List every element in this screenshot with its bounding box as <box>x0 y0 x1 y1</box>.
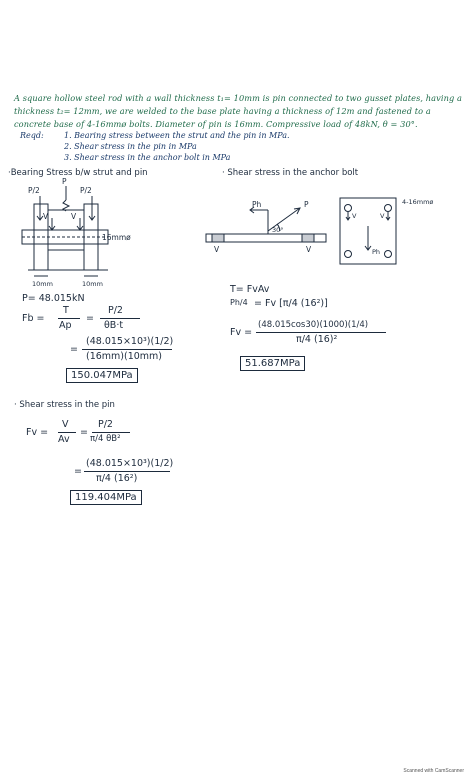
pin-den-1: π/4 θB² <box>90 434 121 444</box>
anchor-fv-denominator: π/4 (16)² <box>296 334 338 345</box>
problem-line-1: A square hollow steel rod with a wall thickness t₁= 10mm is pin connected to two gusset plates, having a <box>14 93 463 103</box>
problem-line-3: concrete base of 4-16mmø bolts. Diameter of pin is 16mm. Compressive load of 48kN, θ = 30°. <box>14 119 418 129</box>
anchor-bolt-answer: 51.687MPa <box>240 356 305 371</box>
pin-p2-numerator: P/2 <box>98 419 113 430</box>
base-plate-figure <box>340 198 400 268</box>
fig-dim-right: 10mm <box>82 280 103 288</box>
problem-line-2: thickness t₂= 12mm, we are welded to the base plate having a thickness of 12m and fastened to a <box>14 106 431 116</box>
anchor-fv-numerator: (48.015cos30)(1000)(1/4) <box>258 320 369 330</box>
fig-v-left-label: V <box>43 212 49 221</box>
fig-pin-diameter-label: 16mmø <box>102 233 131 242</box>
pin-fv-lhs: Fv = <box>26 427 49 438</box>
fraction-line <box>58 432 76 433</box>
fig-p-label: P <box>304 200 309 209</box>
fb-substitution-numerator: (48.015×10³)(1/2) <box>86 336 174 347</box>
fraction-line <box>84 471 170 472</box>
fraction-line <box>58 318 80 319</box>
fig-v-top-right: V <box>380 212 385 220</box>
fig-v-left-label: V <box>214 245 220 254</box>
bearing-stress-answer: 150.047MPa <box>66 368 138 383</box>
fraction-line <box>256 332 386 333</box>
fig-v-right-label: V <box>71 212 77 221</box>
fig-ph-bottom: Ph <box>372 248 381 256</box>
inclined-load-figure <box>206 196 336 266</box>
pin-sub-numerator: (48.015×10³)(1/2) <box>86 458 174 469</box>
equals-sign: = <box>74 466 82 477</box>
anchor-fv-lhs: Fv = <box>230 327 253 338</box>
fig-p-top-label: P <box>62 177 67 186</box>
required-label: Reqd: <box>20 131 44 140</box>
bearing-stress-header: ·Bearing Stress b/w strut and pin <box>8 168 148 178</box>
anchor-eq-2: = Fv [π/4 (16²)] <box>254 298 328 309</box>
anchor-eq-1: T= FvAv <box>230 284 270 295</box>
required-item-2: 2. Shear stress in the pin in MPa <box>64 142 197 151</box>
pin-v-numerator: V <box>62 419 69 430</box>
fig-bolts-label: 4-16mmø <box>402 198 434 206</box>
pin-sub-denominator: π/4 (16²) <box>96 473 138 484</box>
fb-t-numerator: T <box>63 305 69 316</box>
anchor-bolt-header: · Shear stress in the anchor bolt <box>222 168 359 178</box>
fb-ap-denominator: Ap <box>59 320 72 331</box>
fig-angle-label: 30° <box>272 226 284 234</box>
anchor-ph4: Ph/4 <box>230 298 248 307</box>
fig-dim-left: 10mm <box>32 280 53 288</box>
fig-p2-right-label: P/2 <box>80 186 92 195</box>
fb-lhs: Fb = <box>22 313 45 324</box>
equals-sign: = <box>80 427 88 438</box>
fraction-line <box>82 349 172 350</box>
fraction-line <box>100 318 140 319</box>
fig-v-right-label: V <box>306 245 312 254</box>
fraction-line <box>92 432 130 433</box>
required-item-1: 1. Bearing stress between the strut and the pin in MPa. <box>64 131 290 140</box>
fb-p2-numerator: P/2 <box>108 305 123 316</box>
required-item-3: 3. Shear stress in the anchor bolt in MPa <box>64 153 231 162</box>
equals-sign: = <box>86 313 94 324</box>
p-value: P= 48.015kN <box>22 293 85 304</box>
fig-v-top-left: V <box>352 212 357 220</box>
fb-theta-denominator: θB·t <box>104 320 124 331</box>
pin-shear-answer: 119.404MPa <box>70 490 142 505</box>
fig-ph-label: Ph <box>252 200 262 209</box>
pin-shear-header: · Shear stress in the pin <box>14 400 115 410</box>
fb-substitution-denominator: (16mm)(10mm) <box>86 351 163 362</box>
scanner-watermark: Scanned with CamScanner <box>403 768 464 774</box>
equals-sign: = <box>70 344 78 355</box>
fig-p2-left-label: P/2 <box>28 186 40 195</box>
pin-av-denominator: Av <box>58 434 70 445</box>
